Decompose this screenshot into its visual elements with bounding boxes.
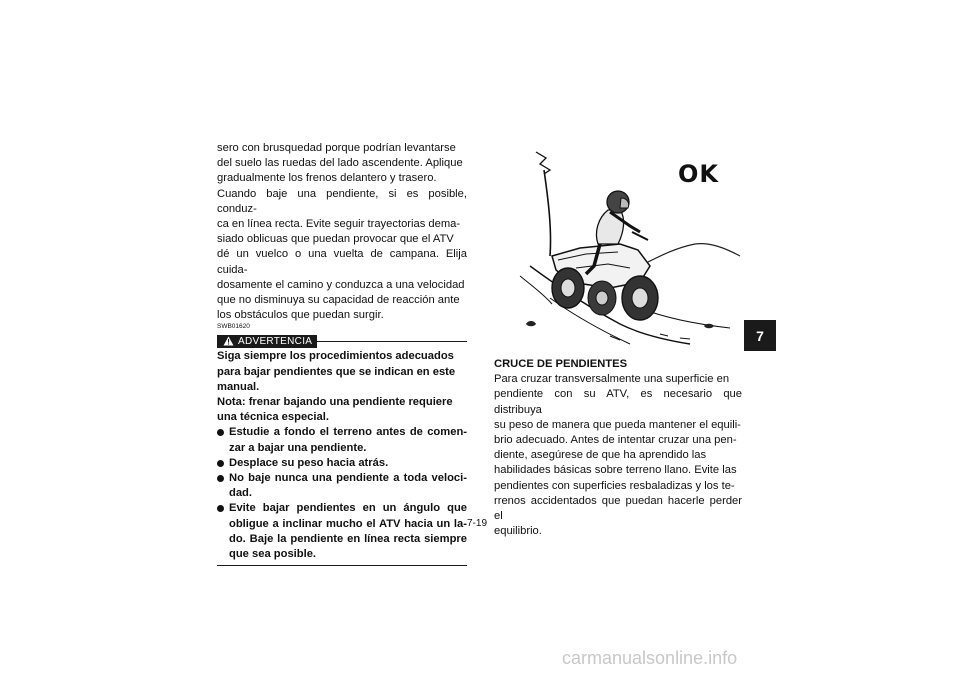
warning-header	[217, 333, 467, 349]
right-column	[494, 357, 742, 539]
text-line: rrenos accidentados que puedan hacerle perder el	[494, 494, 742, 523]
warning-code: SWB01620	[217, 323, 250, 331]
warning-rule	[317, 341, 467, 342]
text-line: pendiente con su ATV, es necesario que distribuya	[494, 388, 742, 416]
warning-text	[217, 349, 467, 425]
text-line: una técnica especial.	[217, 411, 329, 424]
list-item: No baje nunca una pendiente a toda veloci-dad.	[217, 471, 467, 501]
text-line: manual.	[217, 380, 260, 393]
text-line: para bajar pendientes que se indican en este	[217, 365, 456, 378]
text-line: Nota: frenar bajando una pendiente requiere	[217, 396, 453, 409]
text-line: Cuando baje una pendiente, si es posible, conduz-	[217, 187, 467, 215]
text-line: su peso de manera que pueda mantener el equili-	[494, 418, 741, 431]
text-line: diente, asegúrese de que ha aprendido las	[494, 449, 707, 462]
warning-triangle-icon	[223, 336, 234, 346]
ok-label: OK	[678, 160, 719, 188]
text-line: dé un vuelco o una vuelta de campana. Elija cuida-	[217, 248, 467, 276]
list-item: Desplace su peso hacia atrás.	[217, 456, 467, 471]
text-line: brio adecuado. Antes de intentar cruzar una pen-	[494, 434, 737, 447]
list-item: Evite bajar pendientes en un ángulo que obligue a inclinar mucho el ATV hacia un la-do. Baje la pendiente en línea recta siempre que sea posible.	[217, 501, 467, 562]
warning-end-rule	[217, 565, 467, 566]
text-line: los obstáculos que puedan surgir.	[217, 309, 384, 322]
text-line: siado oblicuas que puedan provocar que el ATV	[217, 233, 454, 246]
text-line: gradualmente los frenos delantero y trasero.	[217, 172, 437, 185]
text-line: dosamente el camino y conduzca a una velocidad	[217, 278, 465, 291]
page-number: 7-19	[467, 518, 488, 529]
warning-label: ADVERTENCIA	[238, 335, 313, 347]
section-heading: CRUCE DE PENDIENTES	[494, 358, 628, 370]
text-line: ca en línea recta. Evite seguir trayectorias dema-	[217, 218, 461, 231]
left-column	[217, 141, 467, 566]
chapter-tab: 7	[744, 320, 776, 351]
text-line: pendientes con superficies resbaladizas y los te-	[494, 479, 735, 492]
watermark: carmanualsonline.info	[562, 648, 738, 668]
text-line: del suelo las ruedas del lado ascendente. Aplique	[217, 157, 463, 170]
text-line: sero con brusquedad porque podrían levantarse	[217, 142, 456, 154]
text-line: equilibrio.	[494, 525, 542, 538]
text-line: Siga siempre los procedimientos adecuados	[217, 350, 454, 363]
text-line: Para cruzar transversalmente una superficie en	[494, 373, 730, 386]
warning-bullet-list	[217, 425, 467, 562]
crossing-paragraph	[494, 372, 742, 539]
text-line: que no disminuya su capacidad de reacción ante	[217, 294, 460, 307]
warning-badge	[217, 335, 317, 348]
text-line: habilidades básicas sobre terreno llano. Evite las	[494, 464, 737, 477]
list-item: Estudie a fondo el terreno antes de comen-zar a bajar una pendiente.	[217, 425, 467, 455]
intro-paragraph	[217, 141, 467, 323]
